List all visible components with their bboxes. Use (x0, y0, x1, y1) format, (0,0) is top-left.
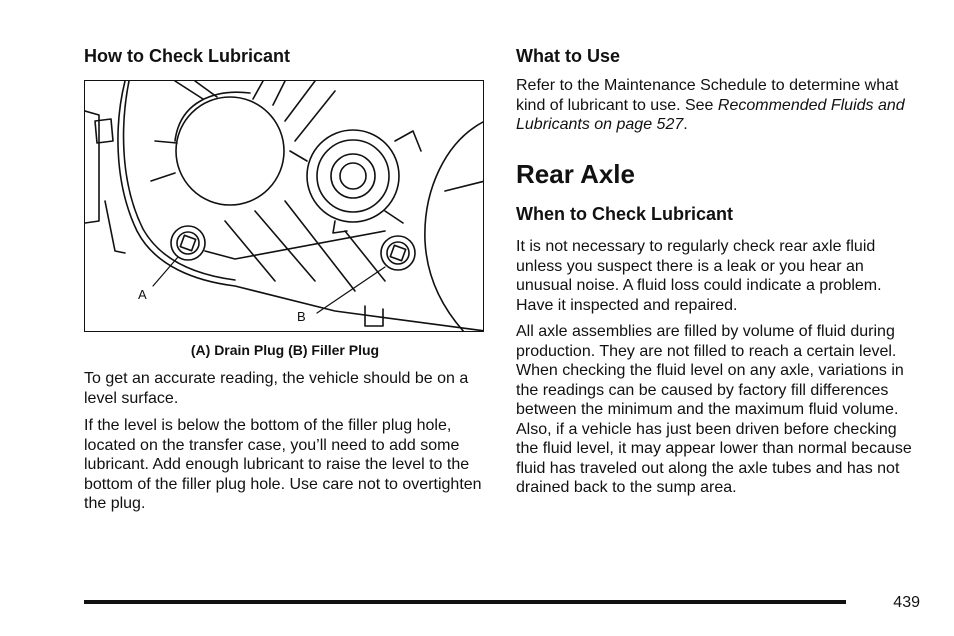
level-surface-paragraph: To get an accurate reading, the vehicle should be on a level surface. (84, 370, 469, 407)
what-to-use-end: . (683, 116, 688, 133)
what-to-use-paragraph (516, 76, 920, 135)
recommended-fluids-reference: Recommended Fluids and Lubricants on page 527 (516, 96, 905, 133)
transfer-case-drawing (85, 81, 484, 332)
figure-caption: (A) Drain Plug (B) Filler Plug (190, 342, 380, 358)
footer-rule (84, 600, 846, 604)
label-a: A (138, 287, 147, 302)
label-b: B (297, 309, 306, 324)
page-number: 439 (893, 594, 920, 611)
rear-axle-title: Rear Axle (516, 159, 635, 189)
when-to-check-paragraph-2: All axle assemblies are filled by volume of fluid during production. They are not filled to reach a certain level. When checking the fluid level on any axle, variations in the readings can be caused by factory fill differences between the minimum and the maximum fluid volume. Also, if a vehicle has just been driven before checking the fluid level, it may appear lower than normal because fluid has traveled out along the axle tubes and has not drained back to the sump area. (516, 323, 912, 496)
what-to-use-heading: What to Use (516, 46, 621, 66)
what-to-use-text: Refer to the Maintenance Schedule to determine what kind of lubricant to use. See (516, 77, 899, 114)
when-to-check-heading: When to Check Lubricant (516, 204, 734, 224)
when-to-check-paragraph-1: It is not necessary to regularly check rear axle fluid unless you suspect there is a leak or you hear an unusual noise. A fluid loss could indicate a problem. Have it inspected and repaired. (516, 238, 882, 314)
filler-plug-paragraph: If the level is below the bottom of the filler plug hole, located on the transfer case, you’ll need to add some lubricant. Add enough lubricant to raise the level to the bottom of the filler plug hole. Use care not to overtighten the plug. (84, 417, 482, 512)
transfer-case-illustration (84, 80, 484, 332)
how-to-check-heading: How to Check Lubricant (84, 46, 291, 66)
